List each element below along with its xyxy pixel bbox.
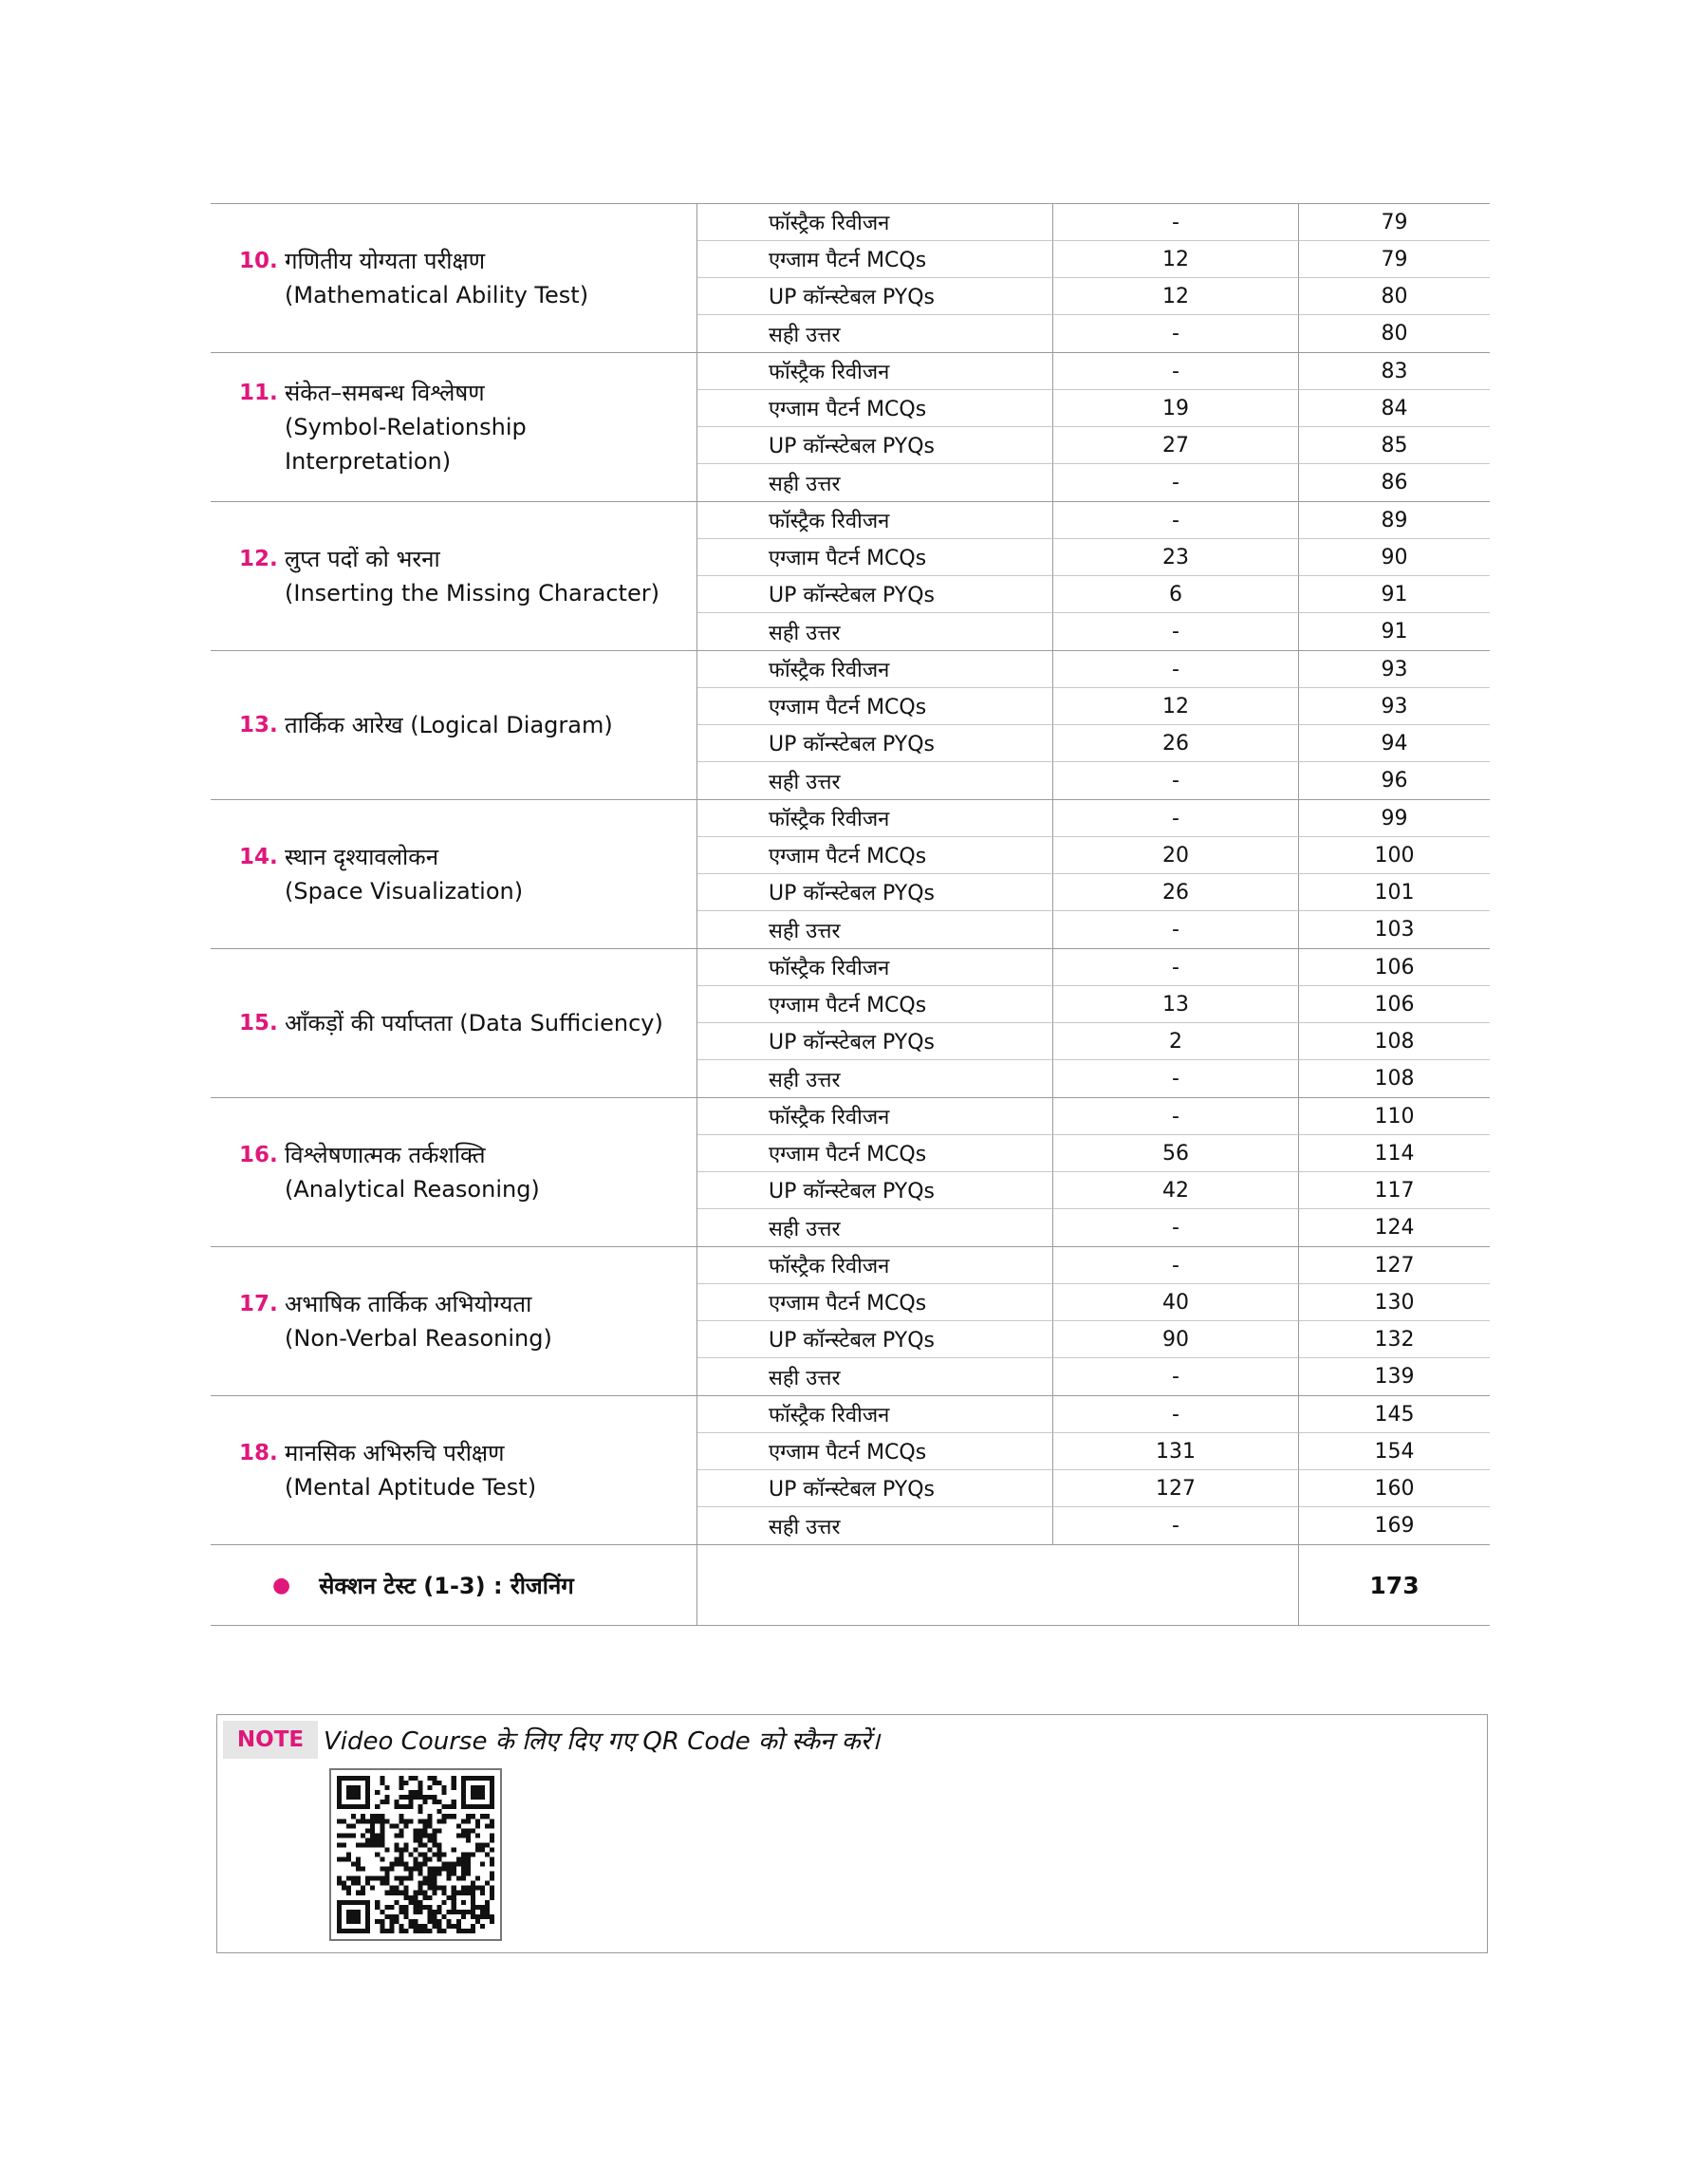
- row-question-count: -: [1053, 1247, 1299, 1284]
- note-badge: NOTE: [223, 1721, 318, 1759]
- row-question-count: -: [1053, 1209, 1299, 1246]
- table-of-contents: [211, 203, 1490, 1626]
- row-page-number: 124: [1374, 1216, 1415, 1240]
- chapter-rows: [697, 353, 1490, 501]
- chapter-title-english: (Space Visualization): [285, 878, 524, 905]
- row-question-count: -: [1053, 762, 1299, 799]
- row-type: सही उत्तर: [697, 464, 1053, 501]
- chapter-number: 18.: [239, 1441, 278, 1465]
- chapter-names: [285, 1006, 663, 1040]
- row-type: फॉस्ट्रैक रिवीजन: [697, 651, 1053, 688]
- row-type: एग्जाम पैटर्न MCQs: [697, 986, 1053, 1023]
- chapter-block: [211, 1395, 1490, 1544]
- chapter-number: 17.: [239, 1292, 278, 1316]
- row-question-count: 12: [1053, 278, 1299, 315]
- row-question-count: -: [1053, 502, 1299, 539]
- chapter-names: [285, 376, 696, 478]
- chapter-title-cell: [211, 353, 697, 501]
- row-page-number: 160: [1299, 1470, 1490, 1507]
- section-test-label: सेक्शन टेस्ट (1-3) : रीजनिंग: [319, 1572, 574, 1599]
- row-page-number: 79: [1299, 241, 1490, 278]
- chapter-names: [285, 1287, 552, 1355]
- chapter-block: [211, 650, 1490, 799]
- row-page-number: 91: [1381, 620, 1408, 644]
- row-question-count: 12: [1053, 688, 1299, 725]
- row-page-number: 86: [1381, 471, 1408, 494]
- chapter-title-hindi: गणितीय योग्यता परीक्षण: [285, 248, 486, 274]
- chapter-title-hindi: लुप्त पदों को भरना: [285, 546, 440, 572]
- chapter-title-hindi: विश्लेषणात्मक तर्कशक्ति: [285, 1142, 486, 1168]
- row-type: एग्जाम पैटर्न MCQs: [697, 390, 1053, 427]
- chapter-title-english: (Mathematical Ability Test): [285, 282, 589, 308]
- chapter-rows: [697, 1247, 1490, 1395]
- row-page-number: 127: [1299, 1247, 1490, 1284]
- note-box: [216, 1714, 1488, 1953]
- row-question-count: 23: [1053, 539, 1299, 576]
- section-test-empty-cell: [697, 1545, 1299, 1625]
- row-question-count: -: [1053, 1060, 1299, 1097]
- row-page-number: 91: [1299, 576, 1490, 613]
- row-question-count: 131: [1053, 1433, 1299, 1470]
- row-page-number: 93: [1299, 688, 1490, 725]
- row-page-number: 132: [1299, 1321, 1490, 1358]
- chapter-names: [285, 708, 613, 742]
- row-question-count: -: [1053, 464, 1299, 501]
- row-type: UP कॉन्स्टेबल PYQs: [697, 725, 1053, 762]
- chapter-block: [211, 799, 1490, 948]
- row-question-count: 90: [1053, 1321, 1299, 1358]
- chapter-title-hindi: संकेत–समबन्ध विश्लेषण: [285, 380, 485, 406]
- chapter-block: [211, 1246, 1490, 1395]
- row-page-number: 84: [1299, 390, 1490, 427]
- row-question-count: 42: [1053, 1172, 1299, 1209]
- chapter-title-hindi: स्थान दृश्यावलोकन: [285, 844, 439, 870]
- row-question-count: -: [1053, 651, 1299, 688]
- chapter-heading: [239, 708, 613, 742]
- row-question-count: -: [1053, 800, 1299, 837]
- row-type: UP कॉन्स्टेबल PYQs: [697, 427, 1053, 464]
- row-page-number: 108: [1374, 1067, 1415, 1091]
- row-type: UP कॉन्स्टेबल PYQs: [697, 1172, 1053, 1209]
- chapter-names: [285, 244, 588, 312]
- chapter-title-cell: [211, 502, 697, 650]
- chapter-title-cell: [211, 204, 697, 352]
- row-page-number: 130: [1299, 1284, 1490, 1321]
- row-type: UP कॉन्स्टेबल PYQs: [697, 576, 1053, 613]
- chapter-block: [211, 501, 1490, 650]
- row-question-count: -: [1053, 1396, 1299, 1433]
- chapter-heading: [239, 1006, 663, 1040]
- chapter-title-english: (Symbol-Relationship Interpretation): [285, 414, 527, 475]
- row-question-count: 13: [1053, 986, 1299, 1023]
- row-question-count: 26: [1053, 874, 1299, 911]
- chapter-heading: [239, 840, 523, 908]
- row-question-count: -: [1053, 613, 1299, 650]
- chapter-number: 15.: [239, 1011, 278, 1036]
- row-page-number: 106: [1299, 949, 1490, 986]
- chapter-heading: [239, 542, 659, 610]
- chapter-title-hindi: मानसिक अभिरुचि परीक्षण: [285, 1440, 505, 1466]
- row-question-count: -: [1053, 353, 1299, 390]
- row-type: एग्जाम पैटर्न MCQs: [697, 241, 1053, 278]
- section-test-page: 173: [1369, 1571, 1420, 1599]
- chapter-title-cell: [211, 1247, 697, 1395]
- row-page-number: 79: [1299, 204, 1490, 241]
- row-page-number: 145: [1299, 1396, 1490, 1433]
- row-type: फॉस्ट्रैक रिवीजन: [697, 1098, 1053, 1135]
- chapter-title-cell: [211, 651, 697, 799]
- chapter-title-cell: [211, 1098, 697, 1246]
- row-question-count: 127: [1053, 1470, 1299, 1507]
- row-question-count: -: [1053, 315, 1299, 352]
- chapter-title-hindi: आँकड़ों की पर्याप्तता (Data Sufficiency): [285, 1010, 663, 1036]
- bullet-icon: ●: [272, 1573, 291, 1597]
- row-type: सही उत्तर: [697, 1507, 1053, 1544]
- row-page-number: 85: [1299, 427, 1490, 464]
- chapter-number: 12.: [239, 547, 278, 571]
- row-page-number: 96: [1381, 769, 1408, 793]
- row-page-number: 108: [1299, 1023, 1490, 1060]
- chapter-rows: [697, 1098, 1490, 1246]
- chapter-names: [285, 1138, 540, 1206]
- row-page-number: 106: [1299, 986, 1490, 1023]
- section-test-row: [211, 1544, 1490, 1626]
- row-type: UP कॉन्स्टेबल PYQs: [697, 1023, 1053, 1060]
- row-type: UP कॉन्स्टेबल PYQs: [697, 278, 1053, 315]
- chapter-heading: [239, 376, 696, 478]
- chapter-title-english: (Non-Verbal Reasoning): [285, 1325, 552, 1352]
- chapter-heading: [239, 1138, 540, 1206]
- row-type: UP कॉन्स्टेबल PYQs: [697, 1321, 1053, 1358]
- row-type: एग्जाम पैटर्न MCQs: [697, 1284, 1053, 1321]
- row-page-number: 114: [1299, 1135, 1490, 1172]
- row-page-number: 94: [1299, 725, 1490, 762]
- row-type: सही उत्तर: [697, 762, 1053, 799]
- row-type: सही उत्तर: [697, 1060, 1053, 1097]
- row-question-count: 27: [1053, 427, 1299, 464]
- row-page-number: 117: [1299, 1172, 1490, 1209]
- row-page-number: 103: [1374, 918, 1415, 942]
- row-question-count: 20: [1053, 837, 1299, 874]
- chapter-title-english: (Mental Aptitude Test): [285, 1474, 537, 1501]
- row-page-number: 89: [1299, 502, 1490, 539]
- row-page-number: 139: [1374, 1365, 1415, 1389]
- chapter-names: [285, 1436, 536, 1504]
- row-type: एग्जाम पैटर्न MCQs: [697, 1135, 1053, 1172]
- row-page-number: 99: [1299, 800, 1490, 837]
- row-question-count: -: [1053, 949, 1299, 986]
- chapter-rows: [697, 800, 1490, 948]
- row-question-count: 56: [1053, 1135, 1299, 1172]
- chapter-number: 11.: [239, 381, 278, 405]
- row-page-number: 80: [1381, 322, 1408, 345]
- chapter-title-cell: [211, 1396, 697, 1544]
- row-page-number: 110: [1299, 1098, 1490, 1135]
- chapter-names: [285, 542, 659, 610]
- row-type: फॉस्ट्रैक रिवीजन: [697, 949, 1053, 986]
- row-type: सही उत्तर: [697, 1358, 1053, 1395]
- row-question-count: 26: [1053, 725, 1299, 762]
- row-page-number: 90: [1299, 539, 1490, 576]
- row-page-number: 100: [1299, 837, 1490, 874]
- row-type: फॉस्ट्रैक रिवीजन: [697, 1396, 1053, 1433]
- row-type: फॉस्ट्रैक रिवीजन: [697, 1247, 1053, 1284]
- chapter-title-english: (Analytical Reasoning): [285, 1176, 540, 1203]
- row-question-count: 12: [1053, 241, 1299, 278]
- row-type: UP कॉन्स्टेबल PYQs: [697, 874, 1053, 911]
- row-page-number: 93: [1299, 651, 1490, 688]
- chapter-names: [285, 840, 523, 908]
- chapter-title-hindi: तार्किक आरेख (Logical Diagram): [285, 712, 613, 738]
- note-text: Video Course के लिए दिए गए QR Code को स्कैन करें।: [324, 1727, 881, 1756]
- row-question-count: 19: [1053, 390, 1299, 427]
- row-type: सही उत्तर: [697, 613, 1053, 650]
- row-type: फॉस्ट्रैक रिवीजन: [697, 204, 1053, 241]
- row-type: एग्जाम पैटर्न MCQs: [697, 688, 1053, 725]
- chapter-rows: [697, 651, 1490, 799]
- row-page-number: 169: [1374, 1514, 1415, 1538]
- row-type: सही उत्तर: [697, 1209, 1053, 1246]
- section-test-label-cell: [211, 1545, 697, 1625]
- row-question-count: 6: [1053, 576, 1299, 613]
- chapter-rows: [697, 1396, 1490, 1544]
- row-type: फॉस्ट्रैक रिवीजन: [697, 800, 1053, 837]
- row-question-count: 2: [1053, 1023, 1299, 1060]
- chapter-title-hindi: अभाषिक तार्किक अभियोग्यता: [285, 1291, 532, 1317]
- chapter-rows: [697, 502, 1490, 650]
- chapter-number: 13.: [239, 713, 278, 737]
- row-question-count: -: [1053, 911, 1299, 948]
- row-question-count: -: [1053, 1358, 1299, 1395]
- chapter-title-cell: [211, 800, 697, 948]
- row-type: फॉस्ट्रैक रिवीजन: [697, 353, 1053, 390]
- row-type: फॉस्ट्रैक रिवीजन: [697, 502, 1053, 539]
- row-question-count: -: [1053, 1098, 1299, 1135]
- chapter-title-cell: [211, 949, 697, 1097]
- qr-code-icon[interactable]: [329, 1768, 502, 1941]
- chapter-heading: [239, 1436, 536, 1504]
- row-type: UP कॉन्स्टेबल PYQs: [697, 1470, 1053, 1507]
- chapter-number: 10.: [239, 249, 278, 273]
- row-type: एग्जाम पैटर्न MCQs: [697, 1433, 1053, 1470]
- row-type: एग्जाम पैटर्न MCQs: [697, 837, 1053, 874]
- chapter-heading: [239, 244, 588, 312]
- chapter-block: [211, 948, 1490, 1097]
- row-question-count: -: [1053, 204, 1299, 241]
- row-page-number: 154: [1299, 1433, 1490, 1470]
- row-page-number: 83: [1299, 353, 1490, 390]
- chapter-rows: [697, 204, 1490, 352]
- row-type: एग्जाम पैटर्न MCQs: [697, 539, 1053, 576]
- chapter-block: [211, 203, 1490, 352]
- row-type: सही उत्तर: [697, 911, 1053, 948]
- row-question-count: -: [1053, 1507, 1299, 1544]
- chapter-title-english: (Inserting the Missing Character): [285, 580, 659, 606]
- chapter-block: [211, 352, 1490, 501]
- row-page-number: 80: [1299, 278, 1490, 315]
- chapter-block: [211, 1097, 1490, 1246]
- row-page-number: 101: [1299, 874, 1490, 911]
- row-question-count: 40: [1053, 1284, 1299, 1321]
- chapter-heading: [239, 1287, 552, 1355]
- chapter-rows: [697, 949, 1490, 1097]
- chapter-number: 16.: [239, 1143, 278, 1167]
- chapter-list: [211, 203, 1490, 1544]
- row-type: सही उत्तर: [697, 315, 1053, 352]
- chapter-number: 14.: [239, 845, 278, 869]
